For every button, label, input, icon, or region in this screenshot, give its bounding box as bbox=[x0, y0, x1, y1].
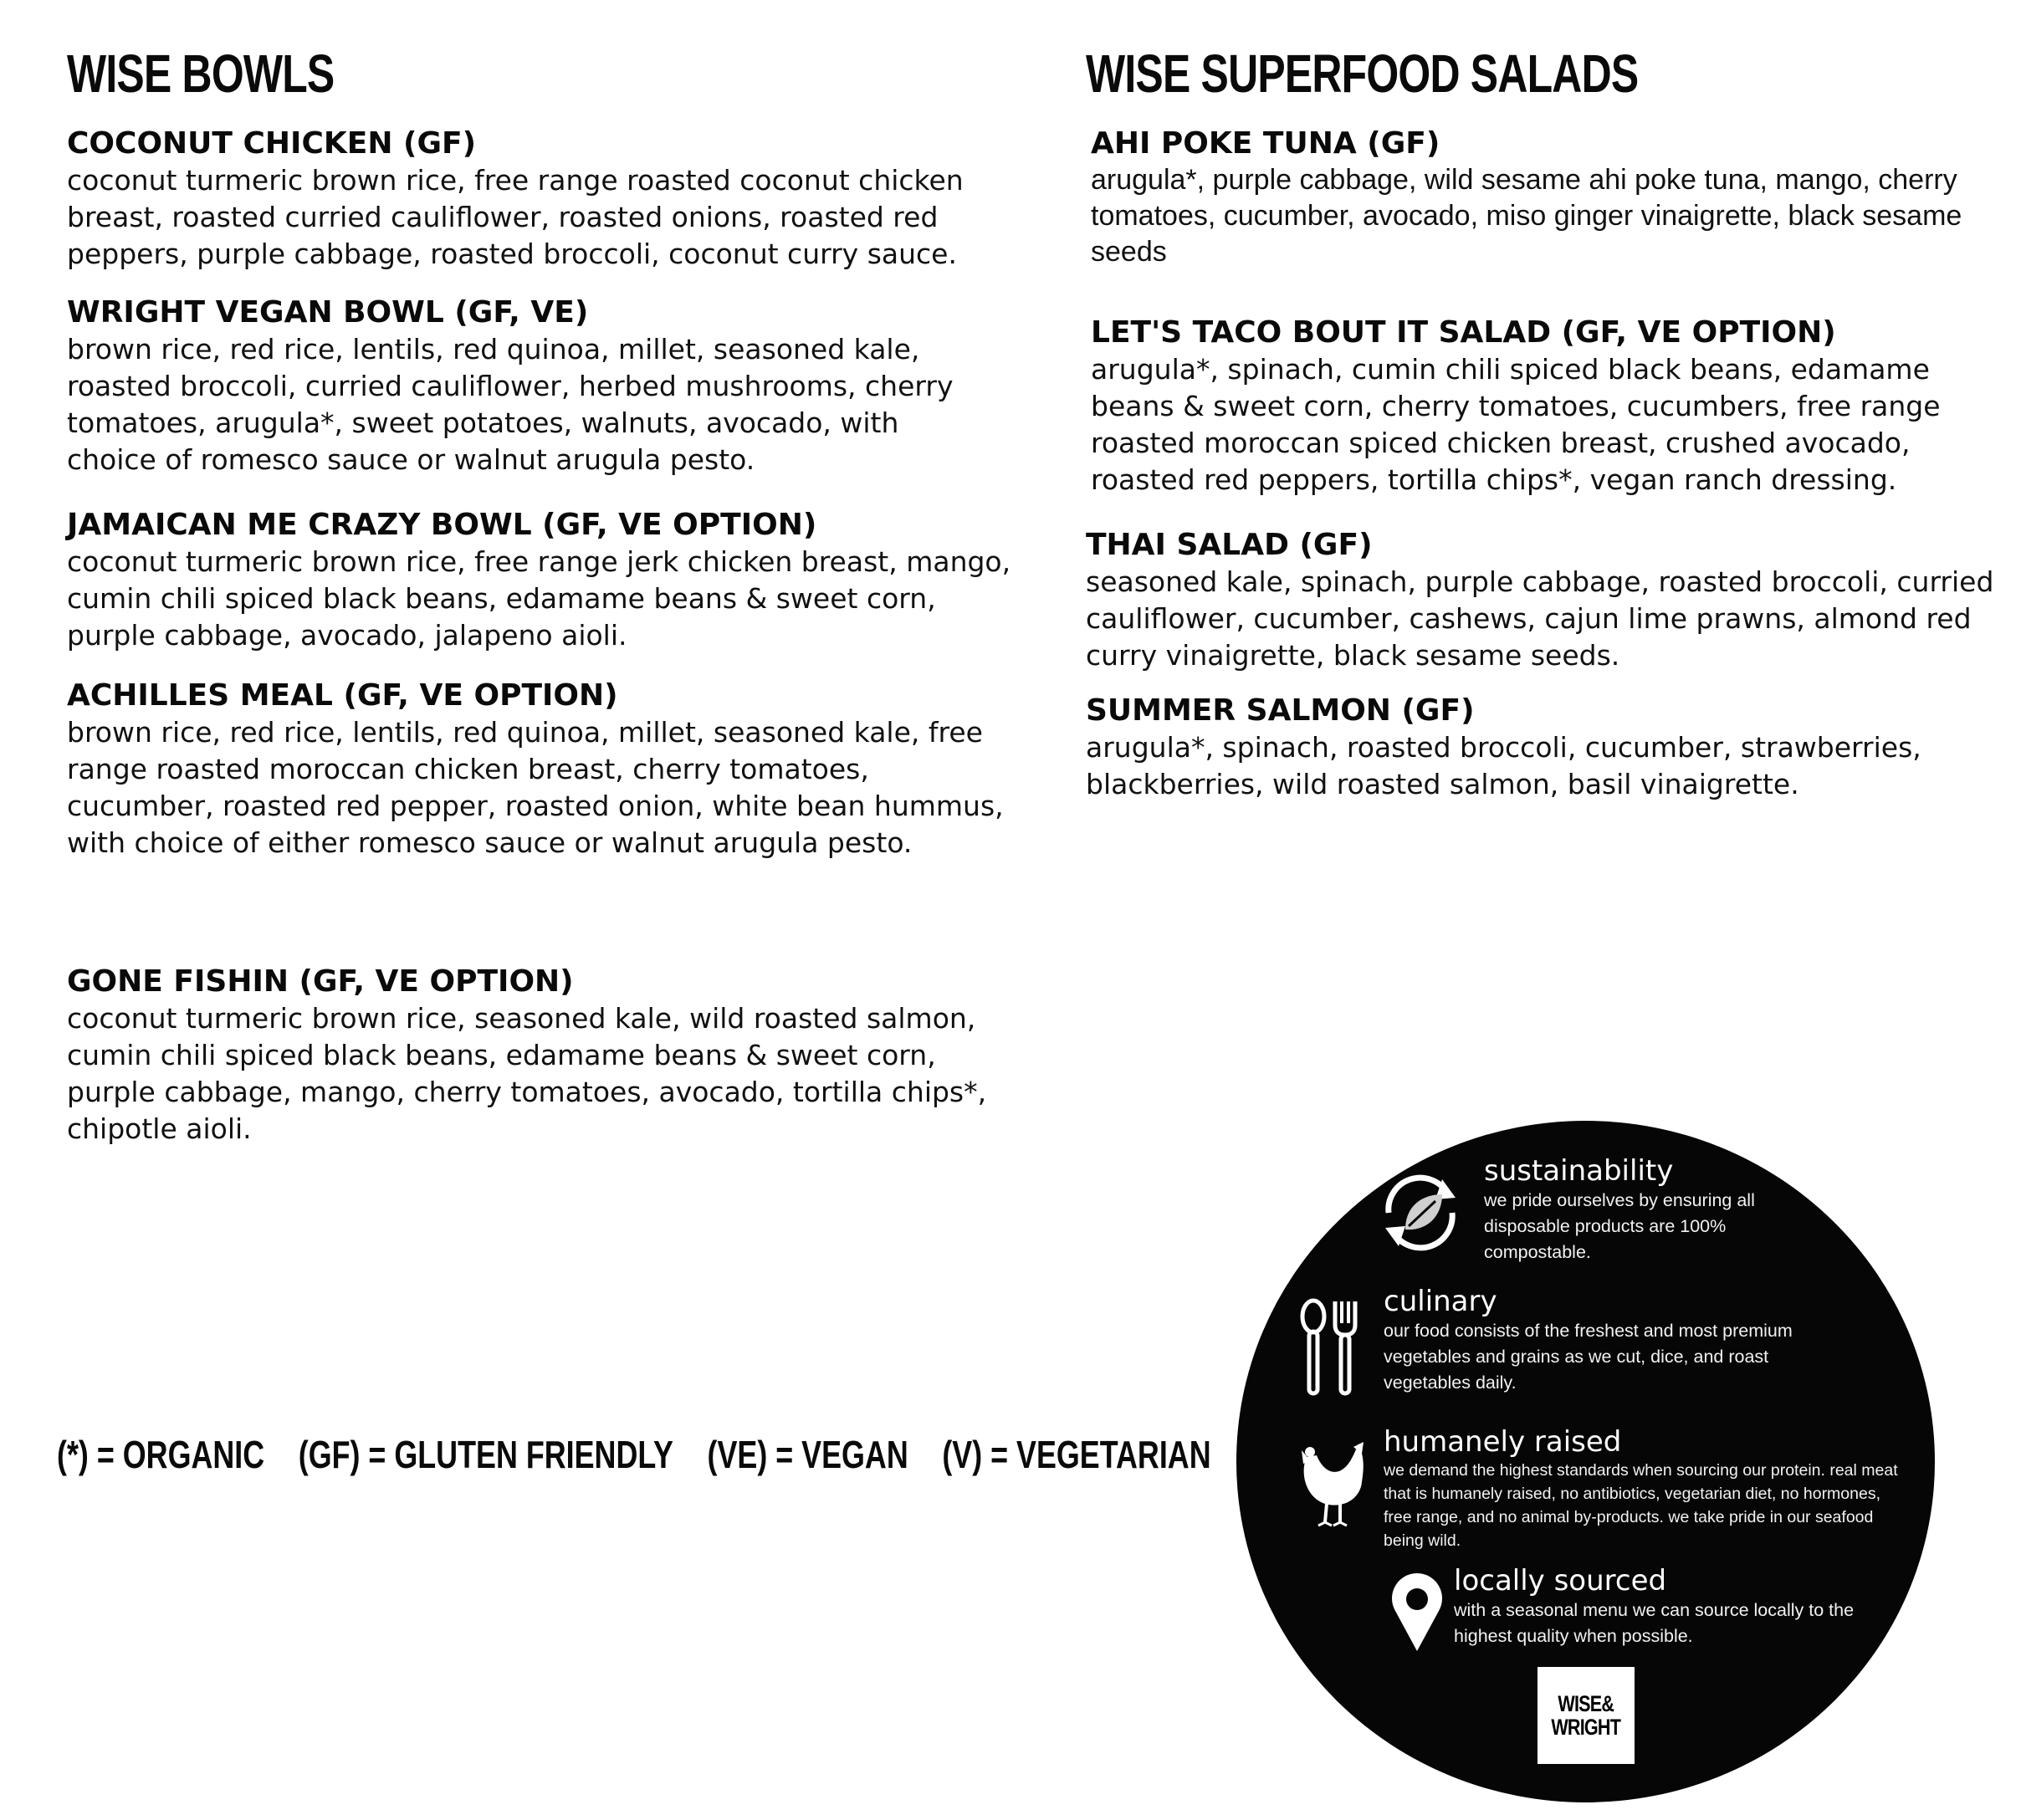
menu-item-name: WRIGHT VEGAN BOWL (GF, VE) bbox=[67, 295, 589, 330]
menu-item-name: JAMAICAN ME CRAZY BOWL (GF, VE OPTION) bbox=[67, 508, 817, 542]
menu-item-description: seasoned kale, spinach, purple cabbage, roasted broccoli, curried cauliflower, cucumber, cashews, cajun lime prawns, almond red curry vinaigrette, black sesame seeds. bbox=[1086, 565, 1994, 672]
menu-item-description: coconut turmeric brown rice, free range jerk chicken breast, mango, cumin chili spiced black beans, edamame beans & sweet corn, purple cabbage, avocado, jalapeno aioli. bbox=[67, 545, 1011, 652]
menu-item-description: brown rice, red rice, lentils, red quinoa, millet, seasoned kale, roasted broccoli, curried cauliflower, herbed mushrooms, cherry tomatoes, arugula*, sweet potatoes, walnuts, avocado, with choice of romesco sauce or walnut arugula pesto. bbox=[67, 333, 954, 476]
menu-item bbox=[67, 125, 1021, 273]
value-sustainability bbox=[1484, 1154, 1819, 1265]
menu-item-name: GONE FISHIN (GF, VE OPTION) bbox=[67, 964, 574, 999]
menu-item-name: AHI POKE TUNA (GF) bbox=[1091, 126, 1440, 161]
value-text: we demand the highest standards when sourcing our protein. real meat that is humanely raised, no antibiotics, vegetarian diet, no hormones, free range, and no animal by-products. we take pride in our seafood being wild. bbox=[1384, 1461, 1898, 1550]
legend-item: (V) = VEGETARIAN bbox=[942, 1433, 1211, 1476]
menu-item-description: arugula*, purple cabbage, wild sesame ahi poke tuna, mango, cherry tomatoes, cucumber, avocado, miso ginger vinaigrette, black sesame seeds bbox=[1091, 164, 1962, 268]
value-title: humanely raised bbox=[1384, 1425, 1622, 1459]
location-pin-icon bbox=[1390, 1572, 1444, 1653]
logo-line: WISE& bbox=[1558, 1691, 1614, 1716]
menu-item bbox=[1086, 527, 2014, 674]
value-text: our food consists of the freshest and most premium vegetables and grains as we cut, dice, and roast vegetables daily. bbox=[1384, 1321, 1793, 1393]
menu-item-name: SUMMER SALMON (GF) bbox=[1086, 693, 1475, 728]
value-title: sustainability bbox=[1484, 1154, 1674, 1188]
menu-item bbox=[1086, 693, 1989, 803]
value-text: we pride ourselves by ensuring all disposable products are 100% compostable. bbox=[1484, 1190, 1755, 1262]
recycle-leaf-icon bbox=[1372, 1164, 1469, 1261]
chicken-icon bbox=[1295, 1439, 1370, 1531]
wise-wright-logo bbox=[1537, 1667, 1635, 1764]
logo-line: WRIGHT bbox=[1551, 1715, 1621, 1740]
menu-item-description: arugula*, spinach, roasted broccoli, cucumber, strawberries, blackberries, wild roasted salmon, basil vinaigrette. bbox=[1086, 731, 1921, 800]
bowls-section-title: WISE BOWLS bbox=[67, 43, 335, 104]
legend-item: (*) = ORGANIC bbox=[57, 1433, 265, 1476]
menu-item bbox=[1091, 125, 1978, 270]
value-title: locally sourced bbox=[1454, 1564, 1667, 1598]
value-title: culinary bbox=[1384, 1285, 1497, 1318]
menu-item-name: LET'S TACO BOUT IT SALAD (GF, VE OPTION) bbox=[1091, 315, 1836, 350]
salads-section-title: WISE SUPERFOOD SALADS bbox=[1086, 43, 1639, 104]
menu-item-description: brown rice, red rice, lentils, red quinoa, millet, seasoned kale, free range roasted moroccan chicken breast, cherry tomatoes, cucumber, roasted red pepper, roasted onion, white bean hummus, with choice of either romesco sauce or walnut arugula pesto. bbox=[67, 716, 1004, 859]
value-text: with a seasonal menu we can source locally to the highest quality when possible. bbox=[1454, 1600, 1855, 1646]
value-culinary bbox=[1384, 1285, 1835, 1396]
menu-item bbox=[67, 507, 1012, 654]
menu-item-description: coconut turmeric brown rice, free range roasted coconut chicken breast, roasted curried cauliflower, roasted onions, roasted red peppers, purple cabbage, roasted broccoli, coconut curry sauce. bbox=[67, 164, 964, 270]
menu-item bbox=[67, 964, 1029, 1148]
value-locally-sourced bbox=[1454, 1564, 1855, 1649]
menu-item-name: ACHILLES MEAL (GF, VE OPTION) bbox=[67, 678, 618, 713]
legend-item: (GF) = GLUTEN FRIENDLY bbox=[298, 1433, 673, 1476]
legend-item: (VE) = VEGAN bbox=[707, 1433, 908, 1476]
values-circle bbox=[1236, 1121, 1935, 1802]
menu-item bbox=[67, 294, 979, 478]
menu-item-name: THAI SALAD (GF) bbox=[1086, 528, 1373, 562]
menu-item-description: arugula*, spinach, cumin chili spiced black beans, edamame beans & sweet corn, cherry tomatoes, cucumbers, free range roasted moroccan spiced chicken breast, crushed avocado, roasted red peppers, tortilla chips*, vegan ranch dressing. bbox=[1091, 353, 1941, 496]
menu-item-name: COCONUT CHICKEN (GF) bbox=[67, 126, 477, 161]
spoon-fork-icon bbox=[1297, 1298, 1364, 1397]
dietary-legend bbox=[57, 1432, 1211, 1477]
menu-item bbox=[67, 677, 1012, 861]
menu-item bbox=[1091, 314, 1986, 498]
value-humanely-raised bbox=[1384, 1425, 1902, 1552]
menu-item-description: coconut turmeric brown rice, seasoned kale, wild roasted salmon, cumin chili spiced black beans, edamame beans & sweet corn, purple cabbage, mango, cherry tomatoes, avocado, tortilla chips*, chipotle aioli. bbox=[67, 1002, 987, 1145]
